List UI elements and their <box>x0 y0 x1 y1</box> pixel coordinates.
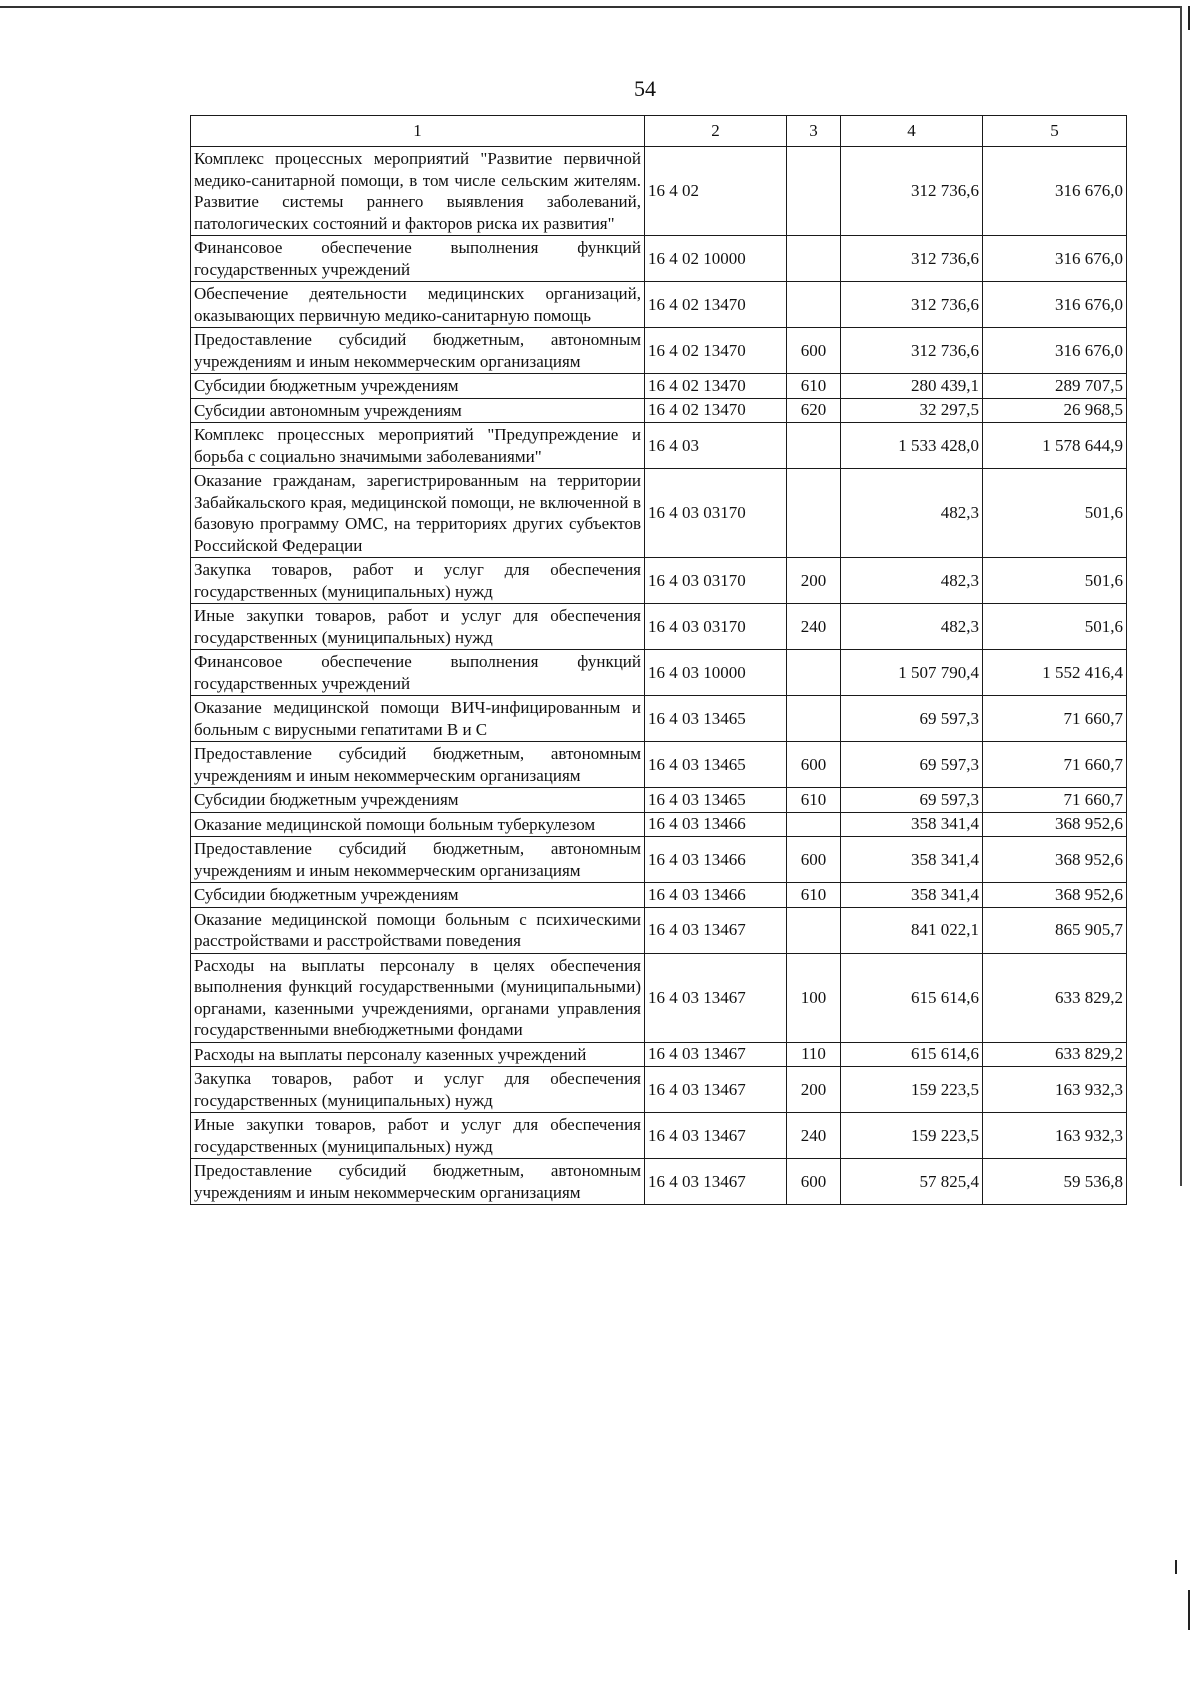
cell-name: Финансовое обеспечение выполнения функций государственных учреждений <box>191 650 645 696</box>
column-header-1: 1 <box>191 116 645 147</box>
cell-amount-year-1: 358 341,4 <box>841 837 983 883</box>
cell-expense-type <box>787 147 841 236</box>
cell-code: 16 4 03 13466 <box>645 883 787 908</box>
table-row <box>191 883 1127 908</box>
cell-amount-year-2: 865 905,7 <box>983 907 1127 953</box>
cell-amount-year-1: 1 533 428,0 <box>841 423 983 469</box>
cell-expense-type: 620 <box>787 398 841 423</box>
cell-code: 16 4 03 13466 <box>645 812 787 837</box>
cell-amount-year-2: 71 660,7 <box>983 742 1127 788</box>
cell-amount-year-2: 368 952,6 <box>983 837 1127 883</box>
table-row <box>191 469 1127 558</box>
cell-amount-year-2: 316 676,0 <box>983 328 1127 374</box>
cell-amount-year-2: 316 676,0 <box>983 236 1127 282</box>
cell-code: 16 4 03 13467 <box>645 1042 787 1067</box>
cell-amount-year-2: 633 829,2 <box>983 1042 1127 1067</box>
cell-name: Предоставление субсидий бюджетным, автономным учреждениям и иным некоммерческим организациям <box>191 328 645 374</box>
cell-amount-year-2: 316 676,0 <box>983 282 1127 328</box>
cell-amount-year-1: 482,3 <box>841 604 983 650</box>
table-row <box>191 953 1127 1042</box>
cell-amount-year-2: 289 707,5 <box>983 374 1127 399</box>
cell-amount-year-1: 615 614,6 <box>841 953 983 1042</box>
table-row <box>191 812 1127 837</box>
table-body <box>191 147 1127 1205</box>
cell-name: Субсидии автономным учреждениям <box>191 398 645 423</box>
cell-name: Обеспечение деятельности медицинских организаций, оказывающих первичную медико-санитарную помощь <box>191 282 645 328</box>
table-row <box>191 328 1127 374</box>
cell-name: Субсидии бюджетным учреждениям <box>191 883 645 908</box>
cell-expense-type <box>787 423 841 469</box>
table-row <box>191 374 1127 399</box>
cell-code: 16 4 02 13470 <box>645 374 787 399</box>
cell-code: 16 4 03 13467 <box>645 1159 787 1205</box>
cell-expense-type <box>787 907 841 953</box>
table-row <box>191 236 1127 282</box>
cell-code: 16 4 03 13467 <box>645 1067 787 1113</box>
scan-mark <box>1175 1560 1177 1574</box>
cell-expense-type: 110 <box>787 1042 841 1067</box>
table-row <box>191 604 1127 650</box>
cell-amount-year-1: 32 297,5 <box>841 398 983 423</box>
cell-amount-year-1: 358 341,4 <box>841 883 983 908</box>
table-row <box>191 423 1127 469</box>
cell-amount-year-1: 358 341,4 <box>841 812 983 837</box>
cell-amount-year-2: 71 660,7 <box>983 696 1127 742</box>
cell-code: 16 4 03 13467 <box>645 953 787 1042</box>
cell-amount-year-1: 57 825,4 <box>841 1159 983 1205</box>
cell-name: Субсидии бюджетным учреждениям <box>191 374 645 399</box>
cell-name: Оказание медицинской помощи больным туберкулезом <box>191 812 645 837</box>
cell-name: Расходы на выплаты персоналу в целях обеспечения выполнения функций государственными (муниципальными) органами, казенными учреждениями, органами управления государственными внебюджетными фондами <box>191 953 645 1042</box>
cell-amount-year-1: 482,3 <box>841 558 983 604</box>
cell-code: 16 4 03 13465 <box>645 696 787 742</box>
table-row <box>191 147 1127 236</box>
cell-expense-type <box>787 469 841 558</box>
cell-expense-type <box>787 696 841 742</box>
cell-amount-year-1: 312 736,6 <box>841 328 983 374</box>
cell-name: Предоставление субсидий бюджетным, автономным учреждениям и иным некоммерческим организациям <box>191 742 645 788</box>
cell-code: 16 4 03 13465 <box>645 788 787 813</box>
scan-edge-right <box>1180 6 1182 1186</box>
cell-amount-year-2: 1 552 416,4 <box>983 650 1127 696</box>
cell-name: Предоставление субсидий бюджетным, автономным учреждениям и иным некоммерческим организациям <box>191 1159 645 1205</box>
cell-amount-year-2: 163 932,3 <box>983 1067 1127 1113</box>
table-header-row <box>191 116 1127 147</box>
cell-amount-year-1: 280 439,1 <box>841 374 983 399</box>
cell-amount-year-2: 163 932,3 <box>983 1113 1127 1159</box>
cell-code: 16 4 02 13470 <box>645 398 787 423</box>
table-row <box>191 558 1127 604</box>
column-header-2: 2 <box>645 116 787 147</box>
cell-code: 16 4 03 <box>645 423 787 469</box>
cell-expense-type: 200 <box>787 1067 841 1113</box>
cell-name: Закупка товаров, работ и услуг для обеспечения государственных (муниципальных) нужд <box>191 1067 645 1113</box>
table-row <box>191 398 1127 423</box>
cell-amount-year-1: 312 736,6 <box>841 147 983 236</box>
cell-amount-year-1: 1 507 790,4 <box>841 650 983 696</box>
cell-amount-year-1: 615 614,6 <box>841 1042 983 1067</box>
cell-code: 16 4 03 13467 <box>645 1113 787 1159</box>
cell-amount-year-2: 26 968,5 <box>983 398 1127 423</box>
column-header-4: 4 <box>841 116 983 147</box>
cell-expense-type: 610 <box>787 883 841 908</box>
cell-name: Иные закупки товаров, работ и услуг для обеспечения государственных (муниципальных) нужд <box>191 1113 645 1159</box>
cell-name: Оказание медицинской помощи ВИЧ-инфицированным и больным с вирусными гепатитами В и С <box>191 696 645 742</box>
cell-amount-year-2: 501,6 <box>983 469 1127 558</box>
cell-amount-year-2: 633 829,2 <box>983 953 1127 1042</box>
cell-code: 16 4 03 13466 <box>645 837 787 883</box>
cell-code: 16 4 03 03170 <box>645 469 787 558</box>
cell-expense-type <box>787 650 841 696</box>
table-row <box>191 907 1127 953</box>
table-row <box>191 650 1127 696</box>
cell-amount-year-2: 71 660,7 <box>983 788 1127 813</box>
table-row <box>191 1042 1127 1067</box>
cell-name: Субсидии бюджетным учреждениям <box>191 788 645 813</box>
cell-amount-year-1: 159 223,5 <box>841 1067 983 1113</box>
scan-edge-top <box>0 6 1182 8</box>
cell-name: Иные закупки товаров, работ и услуг для обеспечения государственных (муниципальных) нужд <box>191 604 645 650</box>
cell-name: Расходы на выплаты персоналу казенных учреждений <box>191 1042 645 1067</box>
cell-code: 16 4 03 03170 <box>645 604 787 650</box>
cell-expense-type: 200 <box>787 558 841 604</box>
cell-amount-year-1: 69 597,3 <box>841 696 983 742</box>
cell-code: 16 4 03 03170 <box>645 558 787 604</box>
cell-amount-year-1: 69 597,3 <box>841 742 983 788</box>
cell-amount-year-2: 501,6 <box>983 558 1127 604</box>
cell-amount-year-1: 159 223,5 <box>841 1113 983 1159</box>
column-header-5: 5 <box>983 116 1127 147</box>
table-row <box>191 1067 1127 1113</box>
cell-amount-year-2: 316 676,0 <box>983 147 1127 236</box>
table-row <box>191 1113 1127 1159</box>
table-row <box>191 742 1127 788</box>
budget-table <box>190 115 1127 1205</box>
cell-name: Комплекс процессных мероприятий "Предупреждение и борьба с социально значимыми заболеваниями" <box>191 423 645 469</box>
cell-amount-year-1: 482,3 <box>841 469 983 558</box>
cell-expense-type: 610 <box>787 788 841 813</box>
cell-expense-type: 240 <box>787 1113 841 1159</box>
table-row <box>191 788 1127 813</box>
cell-name: Оказание гражданам, зарегистрированным на территории Забайкальского края, медицинской помощи, не включенной в базовую программу ОМС, на территориях других субъектов Российской Федерации <box>191 469 645 558</box>
cell-expense-type: 600 <box>787 742 841 788</box>
cell-code: 16 4 03 10000 <box>645 650 787 696</box>
cell-expense-type: 100 <box>787 953 841 1042</box>
cell-code: 16 4 03 13465 <box>645 742 787 788</box>
cell-expense-type <box>787 812 841 837</box>
cell-code: 16 4 02 13470 <box>645 328 787 374</box>
cell-expense-type: 600 <box>787 328 841 374</box>
cell-code: 16 4 03 13467 <box>645 907 787 953</box>
cell-expense-type: 600 <box>787 837 841 883</box>
cell-amount-year-1: 69 597,3 <box>841 788 983 813</box>
cell-code: 16 4 02 <box>645 147 787 236</box>
cell-amount-year-2: 501,6 <box>983 604 1127 650</box>
scan-mark <box>1188 6 1190 30</box>
cell-amount-year-2: 368 952,6 <box>983 812 1127 837</box>
cell-expense-type: 240 <box>787 604 841 650</box>
cell-name: Финансовое обеспечение выполнения функций государственных учреждений <box>191 236 645 282</box>
cell-name: Оказание медицинской помощи больным с психическими расстройствами и расстройствами поведения <box>191 907 645 953</box>
table-row <box>191 696 1127 742</box>
cell-amount-year-2: 368 952,6 <box>983 883 1127 908</box>
cell-code: 16 4 02 10000 <box>645 236 787 282</box>
column-header-3: 3 <box>787 116 841 147</box>
cell-amount-year-1: 312 736,6 <box>841 282 983 328</box>
table-row <box>191 837 1127 883</box>
cell-amount-year-2: 1 578 644,9 <box>983 423 1127 469</box>
scan-mark <box>1188 1590 1190 1630</box>
cell-code: 16 4 02 13470 <box>645 282 787 328</box>
cell-amount-year-1: 841 022,1 <box>841 907 983 953</box>
cell-expense-type: 600 <box>787 1159 841 1205</box>
page-number: 54 <box>634 76 656 101</box>
cell-amount-year-1: 312 736,6 <box>841 236 983 282</box>
cell-name: Комплекс процессных мероприятий "Развитие первичной медико-санитарной помощи, в том числе сельским жителям. Развитие системы раннего выявления заболеваний, патологических состояний и факторов риска их развития" <box>191 147 645 236</box>
table-row <box>191 282 1127 328</box>
cell-name: Предоставление субсидий бюджетным, автономным учреждениям и иным некоммерческим организациям <box>191 837 645 883</box>
cell-expense-type <box>787 282 841 328</box>
cell-expense-type <box>787 236 841 282</box>
cell-amount-year-2: 59 536,8 <box>983 1159 1127 1205</box>
cell-expense-type: 610 <box>787 374 841 399</box>
cell-name: Закупка товаров, работ и услуг для обеспечения государственных (муниципальных) нужд <box>191 558 645 604</box>
table-row <box>191 1159 1127 1205</box>
